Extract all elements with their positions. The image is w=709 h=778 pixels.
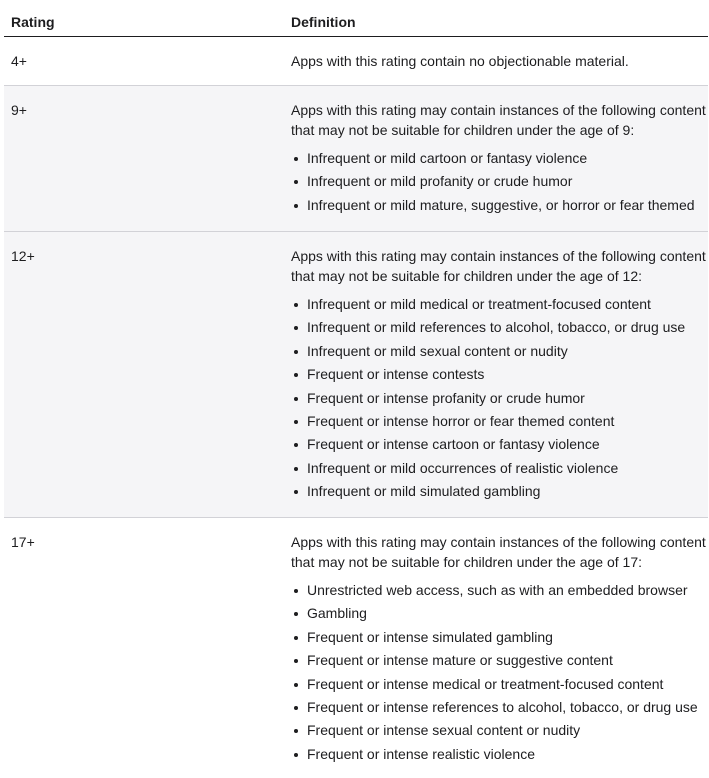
- list-item: Frequent or intense realistic violence: [307, 743, 708, 766]
- content-list: [291, 579, 708, 766]
- list-item: Infrequent or mild references to alcohol, tobacco, or drug use: [307, 316, 708, 339]
- list-item: Infrequent or mild mature, suggestive, or horror or fear themed: [307, 194, 708, 217]
- list-item: Infrequent or mild sexual content or nudity: [307, 340, 708, 363]
- list-item: Gambling: [307, 602, 708, 625]
- table-row-4plus: [4, 37, 708, 86]
- rating-cell: 17+: [11, 534, 35, 550]
- definition-intro: Apps with this rating contain no objectionable material.: [291, 53, 629, 69]
- age-ratings-table: [4, 0, 708, 778]
- rating-column-header: Rating: [11, 14, 55, 30]
- definition-intro: Apps with this rating may contain instances of the following content that may not be suitable for children under the age of 12:: [291, 248, 706, 284]
- list-item: Infrequent or mild occurrences of realistic violence: [307, 457, 708, 480]
- rating-cell: 12+: [11, 248, 35, 264]
- table-row-9plus: [4, 86, 708, 232]
- list-item: Infrequent or mild medical or treatment-focused content: [307, 293, 708, 316]
- rating-cell: 4+: [11, 53, 27, 69]
- content-list: [291, 147, 708, 217]
- list-item: Infrequent or mild profanity or crude humor: [307, 170, 708, 193]
- content-list: [291, 293, 708, 504]
- list-item: Frequent or intense cartoon or fantasy violence: [307, 433, 708, 456]
- rating-cell: 9+: [11, 102, 27, 118]
- list-item: Infrequent or mild cartoon or fantasy violence: [307, 147, 708, 170]
- table-row-17plus: [4, 518, 708, 778]
- list-item: Unrestricted web access, such as with an embedded browser: [307, 579, 708, 602]
- table-row-12plus: [4, 232, 708, 518]
- list-item: Frequent or intense contests: [307, 363, 708, 386]
- definition-cell: [284, 232, 708, 517]
- definition-intro: Apps with this rating may contain instances of the following content that may not be suitable for children under the age of 9:: [291, 102, 706, 138]
- definition-column-header: Definition: [291, 14, 356, 30]
- list-item: Frequent or intense mature or suggestive content: [307, 649, 708, 672]
- table-header: [4, 0, 708, 37]
- list-item: Frequent or intense horror or fear themed content: [307, 410, 708, 433]
- list-item: Frequent or intense simulated gambling: [307, 626, 708, 649]
- definition-intro: Apps with this rating may contain instances of the following content that may not be suitable for children under the age of 17:: [291, 534, 706, 570]
- list-item: Frequent or intense medical or treatment-focused content: [307, 673, 708, 696]
- definition-cell: [284, 518, 708, 778]
- definition-cell: [284, 37, 708, 85]
- list-item: Infrequent or mild simulated gambling: [307, 480, 708, 503]
- list-item: Frequent or intense sexual content or nudity: [307, 719, 708, 742]
- list-item: Frequent or intense references to alcohol, tobacco, or drug use: [307, 696, 708, 719]
- definition-cell: [284, 86, 708, 231]
- list-item: Frequent or intense profanity or crude humor: [307, 387, 708, 410]
